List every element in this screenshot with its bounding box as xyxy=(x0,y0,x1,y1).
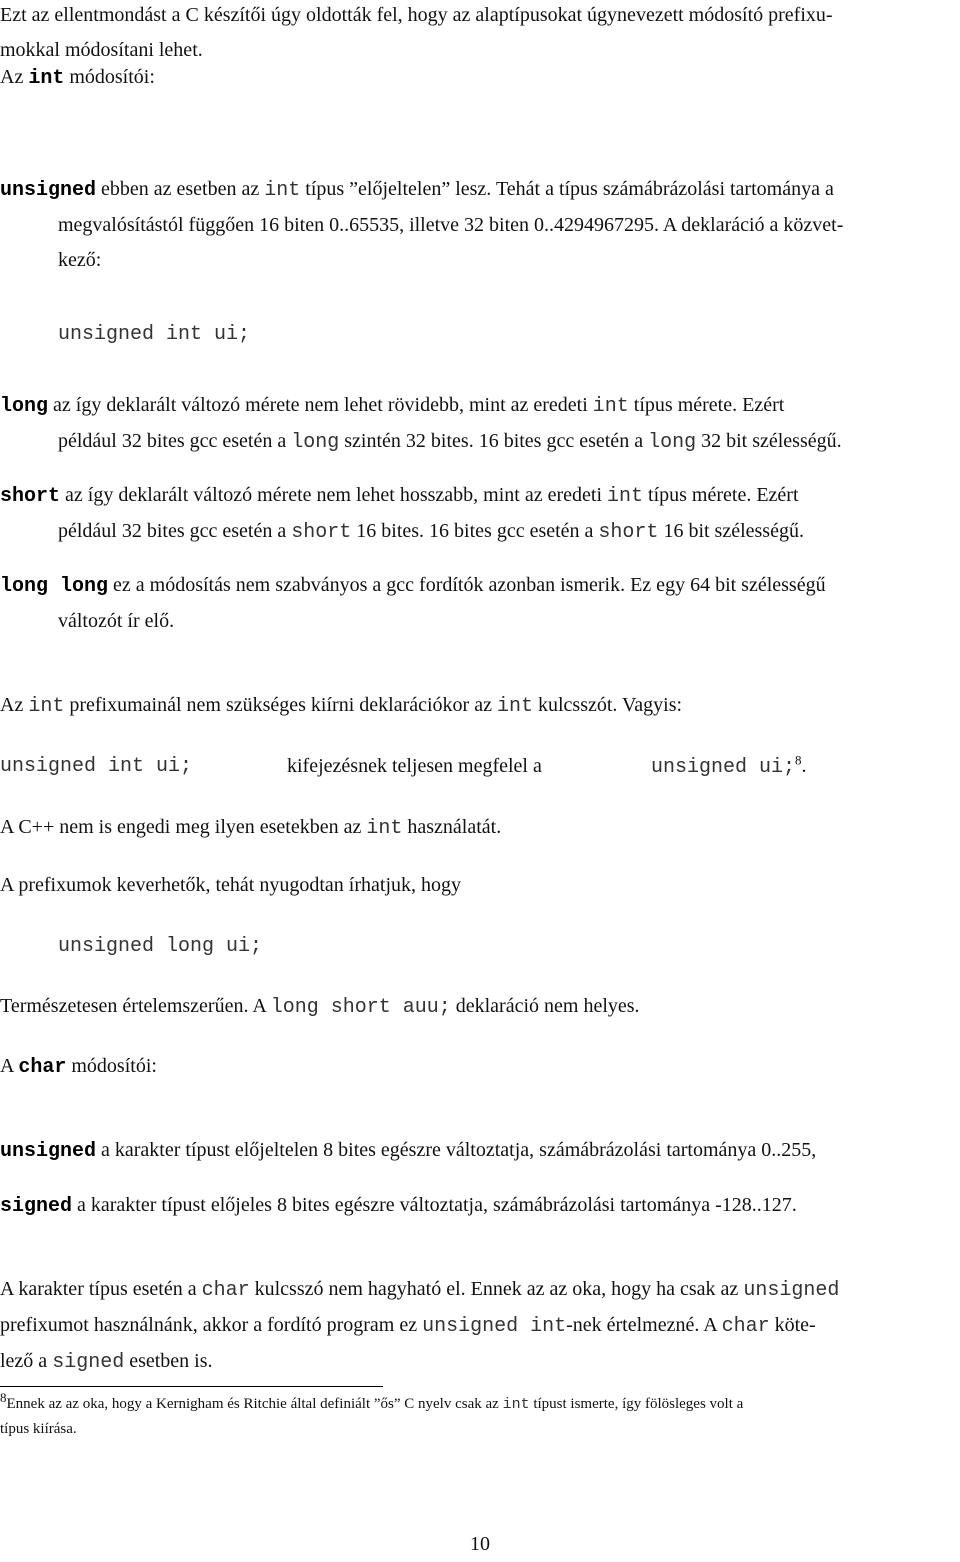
equiv-middle-text: kifejezésnek teljesen megfelel a xyxy=(287,755,542,777)
code-unsigned-long: unsigned long ui; xyxy=(58,935,263,958)
term-char-unsigned: unsigned xyxy=(0,1140,97,1163)
definition-char-unsigned: unsigned a karakter típust előjeltelen 8 bites egészre változtatja, számábrázolási tartománya 0..255, xyxy=(0,1139,817,1163)
definition-unsigned: unsigned ebben az esetben az int típus ”előjeltelen” lesz. Tehát a típus számábrázolási tartománya a megvalósítástól függően 16 biten 0..65535, illetve 32 biten 0..4294967295. A deklaráció a közvet- kező: xyxy=(0,178,844,271)
term-long-long: long long xyxy=(0,575,109,598)
term-char-signed: signed xyxy=(0,1195,73,1218)
int-keyword: int xyxy=(28,67,65,90)
equiv-left-code: unsigned int ui; xyxy=(0,755,193,778)
natural-paragraph: Természetesen értelemszerűen. A long short auu; deklaráció nem helyes. xyxy=(0,995,640,1019)
term-short: short xyxy=(0,485,61,508)
footnote: 8Ennek az az oka, hogy a Kernigham és Ritchie által definiált ”ős” C nyelv csak az int típust ismerte, így fölösleges volt a típus kiírása. xyxy=(0,1390,744,1437)
footnote-rule xyxy=(0,1386,383,1387)
definition-short: short az így deklarált változó mérete nem lehet hosszabb, mint az eredeti int típus mérete. Ezért például 32 bites gcc esetén a short 16 bites. 16 bites gcc esetén a short 16 bit szélességű. xyxy=(0,484,804,544)
term-unsigned: unsigned xyxy=(0,179,97,202)
footnote-mark: 8 xyxy=(795,752,802,768)
definition-long-long: long long ez a módosítás nem szabványos a gcc fordítók azonban ismerik. Ez egy 64 bit szélességű változót ír elő. xyxy=(0,574,826,632)
intro-line-2: mokkal módosítani lehet. xyxy=(0,39,203,61)
term-long: long xyxy=(0,395,49,418)
mix-paragraph: A prefixumok keverhetők, tehát nyugodtan írhatjuk, hogy xyxy=(0,874,462,896)
page-number: 10 xyxy=(470,1533,490,1555)
intro-paragraph xyxy=(0,0,960,68)
intro-line-1: Ezt az ellentmondást a C készítői úgy oldották fel, hogy az alaptípusokat úgynevezett módosító prefixu- xyxy=(0,4,833,26)
equiv-right: unsigned ui;$^8$. xyxy=(651,752,807,779)
footnote-number: 8 xyxy=(0,1390,7,1405)
char-keyword: char xyxy=(18,1056,67,1079)
cpp-paragraph: A C++ nem is engedi meg ilyen esetekben az int használatát. xyxy=(0,816,502,840)
definition-long: long az így deklarált változó mérete nem lehet rövidebb, mint az eredeti int típus mérete. Ezért például 32 bites gcc esetén a long szintén 32 bites. 16 bites gcc esetén a long 32 bit szélességű. xyxy=(0,394,842,454)
char-modifiers-heading: A char módosítói: xyxy=(0,1055,157,1079)
char-paragraph: A karakter típus esetén a char kulcsszó nem hagyható el. Ennek az az oka, hogy ha csak az unsigned prefixumot használnánk, akkor a fordító program ez unsigned int-nek értelmezné. A char köte- lező a signed esetben is. xyxy=(0,1278,840,1374)
int-modifiers-heading: Az int módosítói: xyxy=(0,66,155,90)
definition-char-signed: signed a karakter típust előjeles 8 bites egészre változtatja, számábrázolási tartománya -128..127. xyxy=(0,1194,797,1218)
prefix-paragraph: Az int prefixumainál nem szükséges kiírni deklarációkor az int kulcsszót. Vagyis: xyxy=(0,694,683,718)
code-unsigned-int: unsigned int ui; xyxy=(58,323,251,346)
